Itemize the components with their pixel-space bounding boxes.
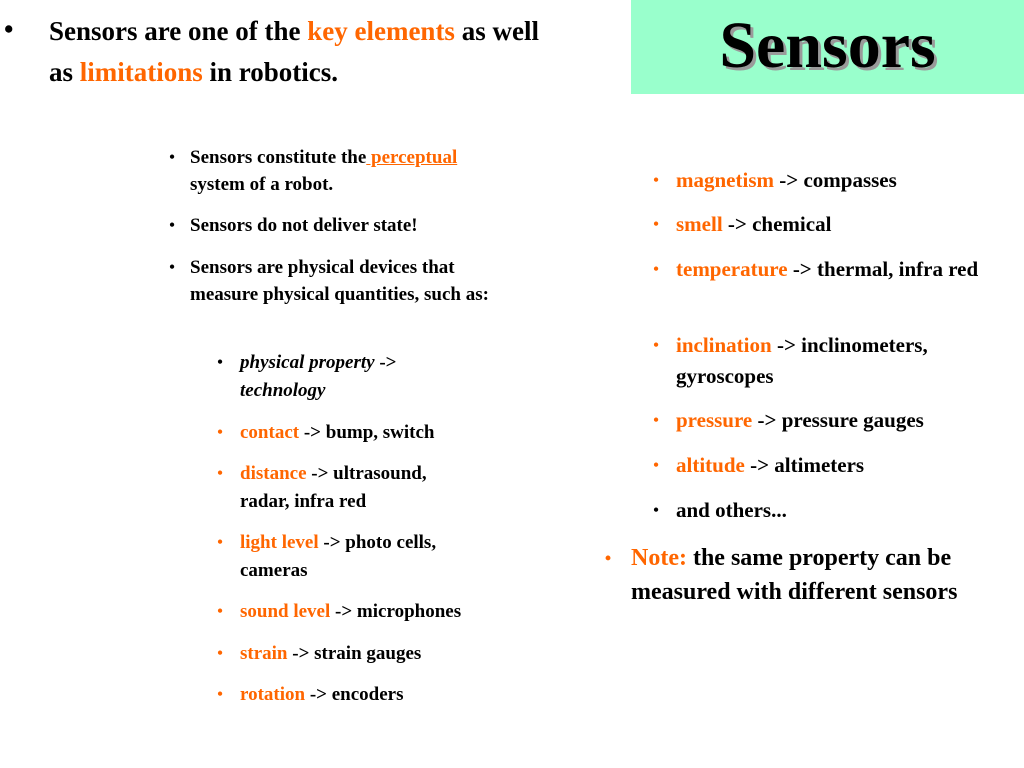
bullet-dot: • <box>217 645 223 662</box>
list-item: Sensors do not deliver state! <box>190 215 418 236</box>
technology: -> ultrasound, radar, infra red <box>240 463 427 512</box>
bullet-dot: • <box>217 603 223 620</box>
bullet-dot: • <box>169 149 175 166</box>
property-name: magnetism <box>676 168 774 192</box>
technology: -> encoders <box>305 684 404 705</box>
bullet-dot: • <box>653 261 659 278</box>
item-text: Sensors constitute the <box>190 147 367 168</box>
property-name: inclination <box>676 333 772 357</box>
list-item <box>240 529 500 585</box>
property-name: sound level <box>240 601 331 622</box>
property-name: distance <box>240 463 307 484</box>
technology: -> pressure gauges <box>752 408 924 432</box>
list-item <box>190 144 535 198</box>
technology: -> strain gauges <box>287 643 422 664</box>
highlight-perceptual: perceptual <box>366 147 458 168</box>
list-item <box>676 254 1011 285</box>
bullet-dot: • <box>169 259 175 276</box>
property-name: pressure <box>676 408 753 432</box>
main-text-3: in robotics. <box>202 57 339 87</box>
technology: -> compasses <box>774 168 897 192</box>
list-item-header <box>240 349 450 405</box>
bullet-dot: • <box>217 424 223 441</box>
list-item <box>676 209 1016 240</box>
list-item <box>240 460 480 516</box>
list-item <box>240 598 520 626</box>
technology: -> microphones <box>330 601 462 622</box>
list-item <box>676 405 1016 436</box>
bullet-dot: • <box>217 354 223 371</box>
arrow: -> <box>374 352 397 373</box>
property-name: smell <box>676 212 723 236</box>
bullet-dot: • <box>653 337 659 354</box>
list-item <box>676 450 1016 481</box>
bullet-dot: • <box>653 457 659 474</box>
bullet-dot: • <box>169 217 175 234</box>
bullet-dot: • <box>653 502 659 519</box>
note <box>631 541 1021 609</box>
technology: -> chemical <box>722 212 832 236</box>
list-item: and others... <box>676 498 787 522</box>
property-name: temperature <box>676 257 788 281</box>
highlight-limitations: limitations <box>79 57 203 87</box>
title-banner <box>631 0 1024 94</box>
slide-title: Sensors <box>719 9 936 82</box>
bullet-dot: • <box>217 686 223 703</box>
main-text-1: Sensors are one of the <box>49 16 308 46</box>
item-text-continued: system of a robot. <box>190 174 334 195</box>
property-name: strain <box>240 643 288 664</box>
highlight-key-elements: key elements <box>307 16 455 46</box>
list-item <box>240 681 520 709</box>
column-header-property: physical property <box>240 352 375 373</box>
list-item: Sensors are physical devices that measure physical quantities, such as: <box>190 257 489 305</box>
bullet-dot: • <box>604 548 612 568</box>
main-statement <box>49 11 549 93</box>
list-item <box>240 419 520 447</box>
note-label: Note: <box>631 545 687 571</box>
main-bullet-dot: • <box>4 14 14 44</box>
list-item <box>240 640 520 668</box>
list-item <box>676 330 1006 392</box>
bullet-dot: • <box>653 412 659 429</box>
column-header-technology: technology <box>240 380 326 401</box>
property-name: altitude <box>676 453 745 477</box>
technology: -> inclinometers, gyroscopes <box>676 333 928 388</box>
technology: -> altimeters <box>744 453 865 477</box>
bullet-dot: • <box>217 534 223 551</box>
bullet-dot: • <box>217 465 223 482</box>
property-name: contact <box>240 422 300 443</box>
property-name: light level <box>240 532 319 553</box>
technology: -> thermal, infra red <box>787 257 979 281</box>
technology: -> bump, switch <box>299 422 435 443</box>
note-text: the same property can be measured with different sensors <box>631 545 958 605</box>
list-item <box>676 165 1016 196</box>
technology: -> photo cells, cameras <box>240 532 437 581</box>
property-name: rotation <box>240 684 306 705</box>
main-text-2: as well as <box>49 16 539 87</box>
bullet-dot: • <box>653 172 659 189</box>
bullet-dot: • <box>653 216 659 233</box>
